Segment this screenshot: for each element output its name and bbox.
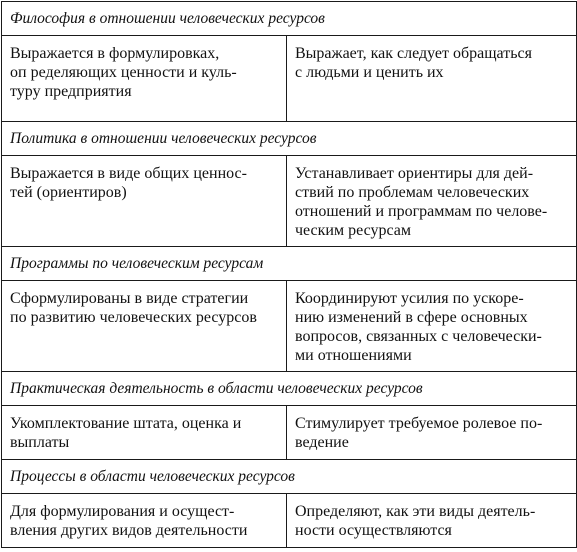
section-content-row (2, 406, 577, 460)
cell-line: по развитию человеческих ресурсов (10, 309, 257, 326)
section-title: Процессы в области человеческих ресурсов (2, 460, 577, 494)
cell-line: вления других видов деятельности (10, 522, 248, 539)
cell-line: Сформулированы в виде стратегии (10, 290, 249, 307)
hr-concepts-table (1, 1, 577, 548)
cell-line: Определяют, как эти виды деятель- (295, 503, 536, 520)
section-content-row (2, 36, 577, 122)
right-cell (287, 36, 577, 122)
cell-line: Устанавливает ориентиры для дей- (295, 165, 534, 182)
cell-line: нию изменений в сфере основных (295, 309, 528, 326)
left-cell (2, 281, 287, 372)
right-cell (287, 156, 577, 247)
section-title-row (2, 2, 577, 36)
cell-line: ческим ресурсам (295, 222, 412, 239)
section-title-row (2, 122, 577, 156)
cell-line: Укомплектование штата, оценка и (10, 415, 242, 432)
section-title: Философия в отношении человеческих ресурсов (2, 2, 577, 36)
left-cell (2, 406, 287, 460)
left-cell (2, 494, 287, 548)
cell-line: вопросов, связанных с человечески- (295, 328, 542, 345)
cell-line: выплаты (10, 434, 70, 451)
cell-line: оп ределяющих ценности и куль- (10, 64, 237, 81)
cell-line: Выражается в виде общих ценнос- (10, 165, 247, 182)
section-title: Практическая деятельность в области человеческих ресурсов (2, 372, 577, 406)
cell-line: ствий по проблемам человеческих (295, 184, 530, 201)
section-title-row (2, 372, 577, 406)
right-cell (287, 281, 577, 372)
section-content-row (2, 156, 577, 247)
cell-line: туру предприятия (10, 83, 132, 100)
section-title-row (2, 247, 577, 281)
cell-line: отношений и программам по челове- (295, 203, 548, 220)
right-cell (287, 406, 577, 460)
cell-line: Стимулирует требуемое ролевое по- (295, 415, 543, 432)
right-cell (287, 494, 577, 548)
cell-line: Выражает, как следует обращаться (295, 45, 532, 62)
cell-line: Для формулирования и осущест- (10, 503, 235, 520)
cell-line: ности осуществляются (295, 522, 452, 539)
cell-line: ведение (295, 434, 349, 451)
cell-line: с людьми и ценить их (295, 64, 444, 81)
cell-line: Координируют усилия по ускоре- (295, 290, 524, 307)
cell-line: Выражается в формулировках, (10, 45, 220, 62)
section-content-row (2, 494, 577, 548)
section-content-row (2, 281, 577, 372)
section-title: Программы по человеческим ресурсам (2, 247, 577, 281)
left-cell (2, 36, 287, 122)
left-cell (2, 156, 287, 247)
section-title: Политика в отношении человеческих ресурсов (2, 122, 577, 156)
cell-line: ми отношениями (295, 347, 412, 364)
section-title-row (2, 460, 577, 494)
cell-line: тей (ориентиров) (10, 184, 127, 201)
